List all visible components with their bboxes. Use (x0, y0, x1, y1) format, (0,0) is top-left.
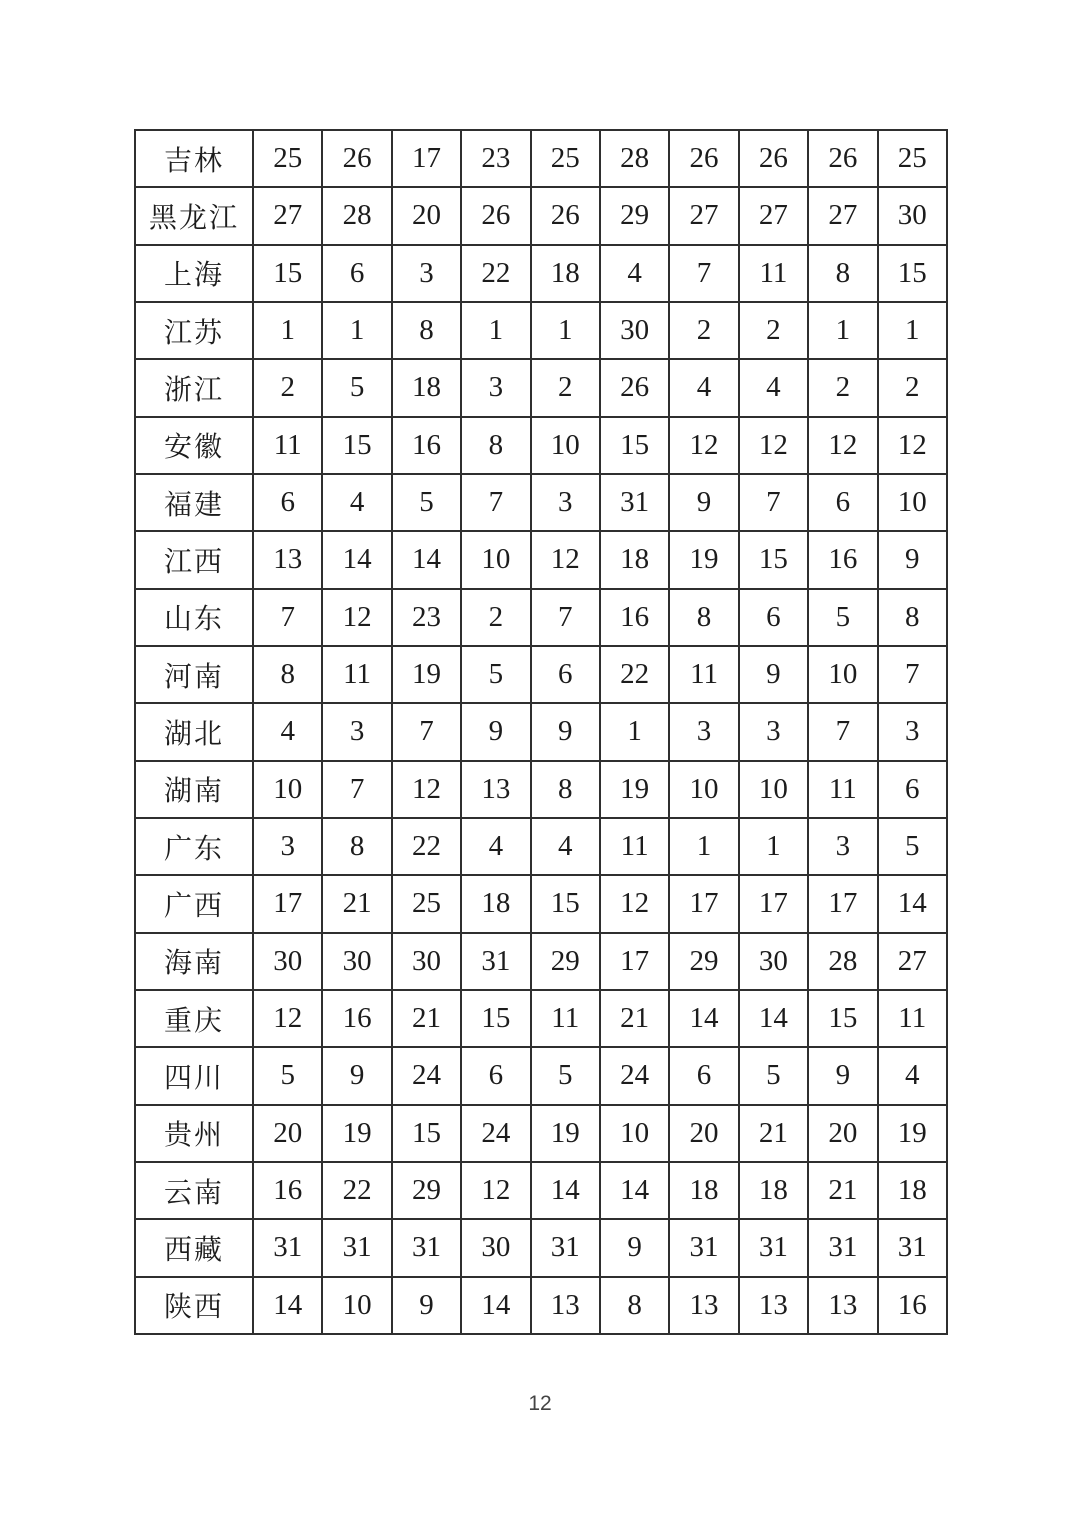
value-cell: 3 (808, 818, 877, 875)
value-cell: 2 (669, 302, 738, 359)
table-row (135, 130, 947, 187)
value-cell: 5 (253, 1047, 322, 1104)
value-cell: 16 (878, 1277, 947, 1334)
value-cell: 13 (253, 531, 322, 588)
value-cell: 15 (878, 245, 947, 302)
value-cell: 28 (600, 130, 669, 187)
table-row (135, 875, 947, 932)
value-cell: 2 (253, 359, 322, 416)
value-cell: 10 (808, 646, 877, 703)
value-cell: 4 (739, 359, 808, 416)
value-cell: 20 (669, 1105, 738, 1162)
province-rank-table (134, 129, 948, 1335)
value-cell: 16 (392, 417, 461, 474)
value-cell: 30 (392, 933, 461, 990)
value-cell: 29 (669, 933, 738, 990)
table-row (135, 589, 947, 646)
value-cell: 5 (739, 1047, 808, 1104)
value-cell: 11 (531, 990, 600, 1047)
value-cell: 18 (878, 1162, 947, 1219)
province-cell: 四川 (135, 1047, 253, 1104)
value-cell: 8 (600, 1277, 669, 1334)
value-cell: 21 (600, 990, 669, 1047)
value-cell: 18 (461, 875, 530, 932)
value-cell: 11 (878, 990, 947, 1047)
value-cell: 18 (531, 245, 600, 302)
value-cell: 25 (392, 875, 461, 932)
value-cell: 15 (531, 875, 600, 932)
value-cell: 26 (461, 187, 530, 244)
table-row (135, 417, 947, 474)
province-cell: 湖南 (135, 761, 253, 818)
value-cell: 1 (739, 818, 808, 875)
value-cell: 4 (322, 474, 391, 531)
value-cell: 17 (808, 875, 877, 932)
province-cell: 广东 (135, 818, 253, 875)
value-cell: 7 (461, 474, 530, 531)
value-cell: 20 (253, 1105, 322, 1162)
value-cell: 27 (739, 187, 808, 244)
value-cell: 15 (461, 990, 530, 1047)
value-cell: 5 (392, 474, 461, 531)
value-cell: 30 (322, 933, 391, 990)
value-cell: 24 (600, 1047, 669, 1104)
value-cell: 14 (669, 990, 738, 1047)
province-cell: 广西 (135, 875, 253, 932)
value-cell: 1 (600, 703, 669, 760)
value-cell: 8 (669, 589, 738, 646)
value-cell: 6 (461, 1047, 530, 1104)
value-cell: 7 (322, 761, 391, 818)
value-cell: 12 (739, 417, 808, 474)
table-row (135, 245, 947, 302)
value-cell: 30 (461, 1219, 530, 1276)
value-cell: 2 (808, 359, 877, 416)
value-cell: 5 (878, 818, 947, 875)
value-cell: 14 (392, 531, 461, 588)
value-cell: 6 (531, 646, 600, 703)
value-cell: 19 (392, 646, 461, 703)
value-cell: 31 (739, 1219, 808, 1276)
province-cell: 西藏 (135, 1219, 253, 1276)
value-cell: 8 (322, 818, 391, 875)
value-cell: 7 (253, 589, 322, 646)
value-cell: 3 (878, 703, 947, 760)
value-cell: 19 (669, 531, 738, 588)
value-cell: 1 (253, 302, 322, 359)
table-row (135, 761, 947, 818)
table-row (135, 933, 947, 990)
table-row (135, 187, 947, 244)
value-cell: 21 (808, 1162, 877, 1219)
value-cell: 31 (600, 474, 669, 531)
value-cell: 11 (322, 646, 391, 703)
value-cell: 9 (461, 703, 530, 760)
value-cell: 26 (600, 359, 669, 416)
value-cell: 26 (531, 187, 600, 244)
value-cell: 26 (669, 130, 738, 187)
value-cell: 15 (600, 417, 669, 474)
value-cell: 23 (461, 130, 530, 187)
province-cell: 云南 (135, 1162, 253, 1219)
value-cell: 14 (322, 531, 391, 588)
value-cell: 9 (669, 474, 738, 531)
value-cell: 27 (669, 187, 738, 244)
value-cell: 24 (461, 1105, 530, 1162)
province-cell: 海南 (135, 933, 253, 990)
province-cell: 山东 (135, 589, 253, 646)
value-cell: 1 (531, 302, 600, 359)
value-cell: 16 (322, 990, 391, 1047)
value-cell: 6 (322, 245, 391, 302)
table-row (135, 1047, 947, 1104)
value-cell: 27 (808, 187, 877, 244)
value-cell: 8 (253, 646, 322, 703)
value-cell: 12 (392, 761, 461, 818)
page-number: 12 (528, 1392, 552, 1415)
value-cell: 26 (739, 130, 808, 187)
province-cell: 上海 (135, 245, 253, 302)
value-cell: 14 (600, 1162, 669, 1219)
table-row (135, 646, 947, 703)
value-cell: 7 (669, 245, 738, 302)
province-cell: 浙江 (135, 359, 253, 416)
value-cell: 30 (253, 933, 322, 990)
value-cell: 5 (808, 589, 877, 646)
value-cell: 31 (878, 1219, 947, 1276)
value-cell: 7 (739, 474, 808, 531)
value-cell: 10 (531, 417, 600, 474)
value-cell: 15 (808, 990, 877, 1047)
value-cell: 25 (253, 130, 322, 187)
value-cell: 8 (808, 245, 877, 302)
value-cell: 17 (253, 875, 322, 932)
value-cell: 16 (253, 1162, 322, 1219)
province-cell: 吉林 (135, 130, 253, 187)
value-cell: 30 (878, 187, 947, 244)
value-cell: 25 (531, 130, 600, 187)
province-cell: 湖北 (135, 703, 253, 760)
value-cell: 1 (878, 302, 947, 359)
value-cell: 29 (600, 187, 669, 244)
value-cell: 12 (322, 589, 391, 646)
value-cell: 17 (669, 875, 738, 932)
value-cell: 10 (878, 474, 947, 531)
value-cell: 14 (531, 1162, 600, 1219)
value-cell: 3 (461, 359, 530, 416)
value-cell: 18 (739, 1162, 808, 1219)
value-cell: 6 (808, 474, 877, 531)
value-cell: 1 (461, 302, 530, 359)
table-row (135, 1105, 947, 1162)
value-cell: 4 (669, 359, 738, 416)
value-cell: 7 (808, 703, 877, 760)
value-cell: 24 (392, 1047, 461, 1104)
value-cell: 7 (531, 589, 600, 646)
value-cell: 3 (739, 703, 808, 760)
value-cell: 10 (253, 761, 322, 818)
value-cell: 12 (669, 417, 738, 474)
value-cell: 2 (461, 589, 530, 646)
value-cell: 9 (531, 703, 600, 760)
value-cell: 22 (461, 245, 530, 302)
value-cell: 31 (461, 933, 530, 990)
value-cell: 3 (531, 474, 600, 531)
value-cell: 1 (669, 818, 738, 875)
value-cell: 6 (669, 1047, 738, 1104)
value-cell: 14 (878, 875, 947, 932)
value-cell: 4 (531, 818, 600, 875)
value-cell: 9 (600, 1219, 669, 1276)
value-cell: 20 (808, 1105, 877, 1162)
value-cell: 6 (253, 474, 322, 531)
value-cell: 12 (600, 875, 669, 932)
value-cell: 21 (392, 990, 461, 1047)
value-cell: 6 (878, 761, 947, 818)
value-cell: 1 (322, 302, 391, 359)
province-cell: 贵州 (135, 1105, 253, 1162)
value-cell: 2 (739, 302, 808, 359)
value-cell: 19 (322, 1105, 391, 1162)
value-cell: 17 (739, 875, 808, 932)
value-cell: 28 (322, 187, 391, 244)
value-cell: 16 (808, 531, 877, 588)
value-cell: 19 (600, 761, 669, 818)
value-cell: 10 (461, 531, 530, 588)
value-cell: 12 (531, 531, 600, 588)
value-cell: 11 (600, 818, 669, 875)
value-cell: 31 (669, 1219, 738, 1276)
value-cell: 31 (531, 1219, 600, 1276)
value-cell: 22 (600, 646, 669, 703)
value-cell: 13 (808, 1277, 877, 1334)
table-row (135, 1219, 947, 1276)
value-cell: 4 (253, 703, 322, 760)
value-cell: 8 (878, 589, 947, 646)
value-cell: 3 (392, 245, 461, 302)
value-cell: 3 (322, 703, 391, 760)
value-cell: 14 (739, 990, 808, 1047)
value-cell: 14 (461, 1277, 530, 1334)
value-cell: 8 (531, 761, 600, 818)
value-cell: 19 (878, 1105, 947, 1162)
value-cell: 12 (808, 417, 877, 474)
value-cell: 26 (808, 130, 877, 187)
value-cell: 6 (739, 589, 808, 646)
rank-table-body (135, 130, 947, 1334)
value-cell: 15 (322, 417, 391, 474)
value-cell: 17 (600, 933, 669, 990)
value-cell: 27 (878, 933, 947, 990)
value-cell: 30 (600, 302, 669, 359)
value-cell: 25 (878, 130, 947, 187)
value-cell: 4 (878, 1047, 947, 1104)
province-cell: 福建 (135, 474, 253, 531)
province-cell: 江西 (135, 531, 253, 588)
value-cell: 12 (878, 417, 947, 474)
value-cell: 15 (739, 531, 808, 588)
value-cell: 31 (808, 1219, 877, 1276)
value-cell: 26 (322, 130, 391, 187)
value-cell: 13 (669, 1277, 738, 1334)
value-cell: 5 (531, 1047, 600, 1104)
table-row (135, 990, 947, 1047)
value-cell: 2 (878, 359, 947, 416)
table-row (135, 531, 947, 588)
value-cell: 28 (808, 933, 877, 990)
value-cell: 11 (669, 646, 738, 703)
value-cell: 22 (392, 818, 461, 875)
value-cell: 5 (461, 646, 530, 703)
province-cell: 安徽 (135, 417, 253, 474)
value-cell: 14 (253, 1277, 322, 1334)
table-row (135, 703, 947, 760)
value-cell: 27 (253, 187, 322, 244)
value-cell: 31 (392, 1219, 461, 1276)
value-cell: 29 (392, 1162, 461, 1219)
value-cell: 9 (392, 1277, 461, 1334)
value-cell: 13 (531, 1277, 600, 1334)
value-cell: 21 (322, 875, 391, 932)
value-cell: 7 (392, 703, 461, 760)
value-cell: 16 (600, 589, 669, 646)
value-cell: 9 (322, 1047, 391, 1104)
table-row (135, 359, 947, 416)
province-cell: 陕西 (135, 1277, 253, 1334)
value-cell: 15 (253, 245, 322, 302)
value-cell: 2 (531, 359, 600, 416)
value-cell: 12 (461, 1162, 530, 1219)
value-cell: 29 (531, 933, 600, 990)
table-row (135, 474, 947, 531)
table-row (135, 1162, 947, 1219)
value-cell: 5 (322, 359, 391, 416)
value-cell: 20 (392, 187, 461, 244)
value-cell: 12 (253, 990, 322, 1047)
value-cell: 11 (808, 761, 877, 818)
value-cell: 10 (322, 1277, 391, 1334)
value-cell: 19 (531, 1105, 600, 1162)
value-cell: 1 (808, 302, 877, 359)
value-cell: 8 (392, 302, 461, 359)
value-cell: 11 (739, 245, 808, 302)
value-cell: 10 (600, 1105, 669, 1162)
value-cell: 30 (739, 933, 808, 990)
province-cell: 河南 (135, 646, 253, 703)
province-cell: 重庆 (135, 990, 253, 1047)
value-cell: 21 (739, 1105, 808, 1162)
value-cell: 3 (253, 818, 322, 875)
value-cell: 13 (739, 1277, 808, 1334)
table-row (135, 302, 947, 359)
value-cell: 4 (600, 245, 669, 302)
value-cell: 15 (392, 1105, 461, 1162)
value-cell: 11 (253, 417, 322, 474)
table-row (135, 1277, 947, 1334)
value-cell: 8 (461, 417, 530, 474)
value-cell: 7 (878, 646, 947, 703)
table-row (135, 818, 947, 875)
value-cell: 18 (392, 359, 461, 416)
value-cell: 3 (669, 703, 738, 760)
value-cell: 18 (669, 1162, 738, 1219)
value-cell: 9 (878, 531, 947, 588)
value-cell: 9 (739, 646, 808, 703)
value-cell: 13 (461, 761, 530, 818)
province-cell: 江苏 (135, 302, 253, 359)
value-cell: 31 (322, 1219, 391, 1276)
value-cell: 10 (739, 761, 808, 818)
value-cell: 4 (461, 818, 530, 875)
province-cell: 黑龙江 (135, 187, 253, 244)
value-cell: 23 (392, 589, 461, 646)
value-cell: 17 (392, 130, 461, 187)
value-cell: 31 (253, 1219, 322, 1276)
value-cell: 9 (808, 1047, 877, 1104)
value-cell: 22 (322, 1162, 391, 1219)
value-cell: 18 (600, 531, 669, 588)
value-cell: 10 (669, 761, 738, 818)
